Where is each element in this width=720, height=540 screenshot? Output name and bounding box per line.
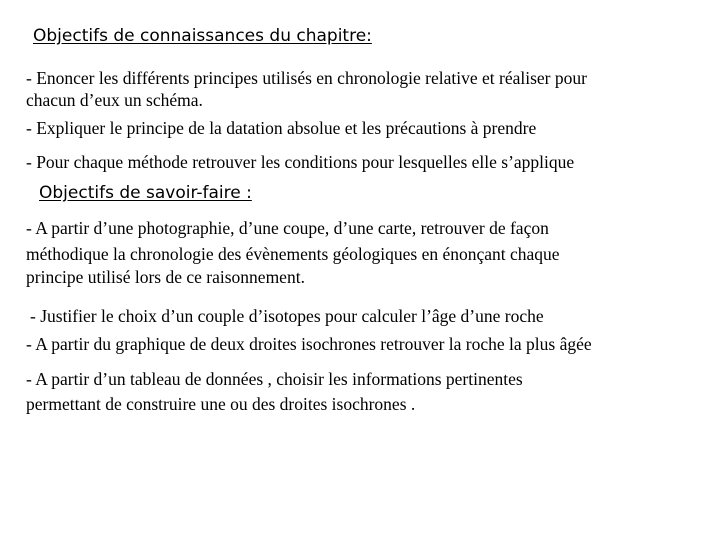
skills-item-4: - A partir d’un tableau de données , choisir les informations pertinentes <box>26 369 523 389</box>
knowledge-item-1-cont: chacun d’eux un schéma. <box>26 90 203 110</box>
skills-item-1: - A partir d’une photographie, d’une coupe, d’une carte, retrouver de façon <box>26 218 549 238</box>
skills-item-2: - Justifier le choix d’un couple d’isotopes pour calculer l’âge d’une roche <box>30 306 544 326</box>
skills-item-1-cont-a: méthodique la chronologie des évènements géologiques en énonçant chaque <box>26 244 560 264</box>
skills-item-1-cont-b: principe utilisé lors de ce raisonnement. <box>26 267 305 287</box>
skills-heading: Objectifs de savoir-faire : <box>39 183 252 203</box>
knowledge-item-2: - Expliquer le principe de la datation absolue et les précautions à prendre <box>26 118 537 138</box>
knowledge-item-3: - Pour chaque méthode retrouver les conditions pour lesquelles elle s’applique <box>26 152 575 172</box>
skills-item-3: - A partir du graphique de deux droites isochrones retrouver la roche la plus âgée <box>26 334 592 354</box>
skills-item-4-cont: permettant de construire une ou des droites isochrones . <box>26 394 416 414</box>
knowledge-item-1: - Enoncer les différents principes utilisés en chronologie relative et réaliser pour <box>26 68 587 88</box>
knowledge-heading: Objectifs de connaissances du chapitre: <box>33 26 372 46</box>
